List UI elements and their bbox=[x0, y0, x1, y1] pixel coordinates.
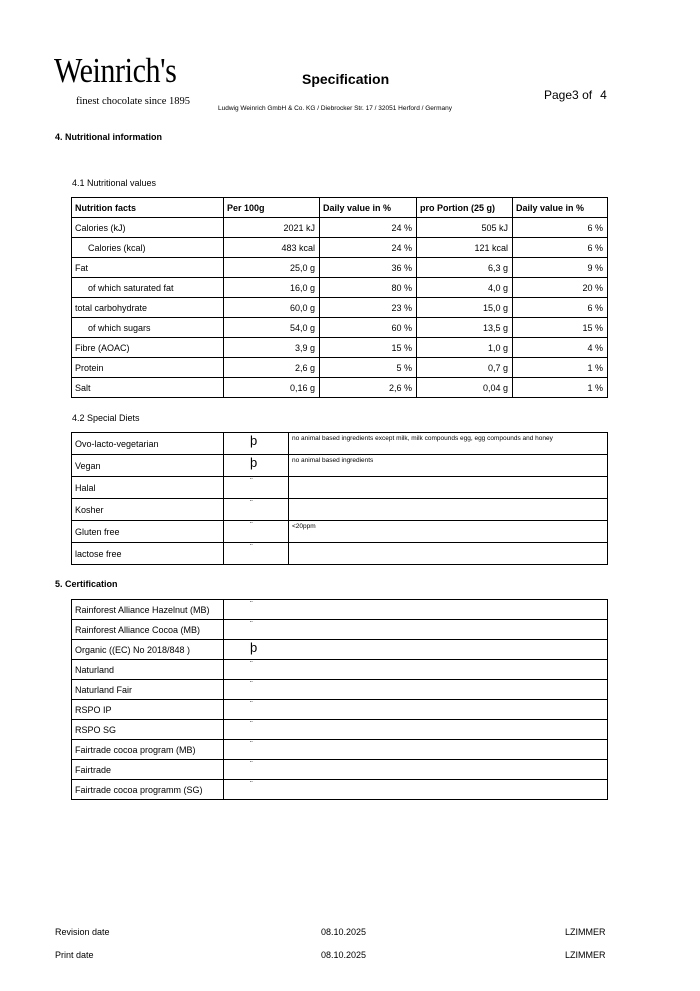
nutrient-name: Fat bbox=[72, 258, 224, 278]
daily-value-100g: 36 % bbox=[320, 258, 417, 278]
diet-label: lactose free bbox=[72, 543, 224, 565]
page-label: Page bbox=[544, 88, 573, 102]
certification-label: Rainforest Alliance Cocoa (MB) bbox=[72, 620, 224, 640]
revision-user: LZIMMER bbox=[565, 927, 606, 937]
table-row bbox=[72, 358, 608, 378]
certification-label: Fairtrade cocoa program (MB) bbox=[72, 740, 224, 760]
section-title-certification: 5. Certification bbox=[55, 579, 118, 589]
col-daily-value: Daily value in % bbox=[320, 198, 417, 218]
per-portion-value: 6,3 g bbox=[417, 258, 513, 278]
daily-value-portion: 9 % bbox=[513, 258, 608, 278]
per-100g-value: 2,6 g bbox=[224, 358, 320, 378]
certification-label: Organic ((EC) No 2018/848 ) bbox=[72, 640, 224, 660]
daily-value-portion: 4 % bbox=[513, 338, 608, 358]
diet-note bbox=[289, 477, 608, 499]
daily-value-portion: 20 % bbox=[513, 278, 608, 298]
checked-box-icon: þ bbox=[224, 640, 608, 660]
daily-value-100g: 15 % bbox=[320, 338, 417, 358]
daily-value-portion: 1 % bbox=[513, 378, 608, 398]
diet-note bbox=[289, 543, 608, 565]
page-of: of bbox=[582, 88, 593, 102]
col-daily-value-portion: Daily value in % bbox=[513, 198, 608, 218]
revision-date-label: Revision date bbox=[55, 927, 110, 937]
table-row bbox=[72, 218, 608, 238]
unchecked-box-icon: ¨ bbox=[224, 780, 608, 800]
table-row bbox=[72, 258, 608, 278]
certification-label: Naturland bbox=[72, 660, 224, 680]
unchecked-box-icon: ¨ bbox=[224, 543, 289, 565]
unchecked-box-icon: ¨ bbox=[224, 600, 608, 620]
table-row bbox=[72, 760, 608, 780]
per-portion-value: 4,0 g bbox=[417, 278, 513, 298]
page-total: 4 bbox=[600, 88, 607, 102]
company-logo bbox=[52, 50, 192, 112]
table-row bbox=[72, 740, 608, 760]
table-row bbox=[72, 660, 608, 680]
daily-value-100g: 5 % bbox=[320, 358, 417, 378]
diet-label: Kosher bbox=[72, 499, 224, 521]
special-diets-table bbox=[71, 432, 608, 565]
certification-label: Fairtrade cocoa programm (SG) bbox=[72, 780, 224, 800]
daily-value-100g: 24 % bbox=[320, 238, 417, 258]
certification-table bbox=[71, 599, 608, 800]
unchecked-box-icon: ¨ bbox=[224, 720, 608, 740]
col-per-100g: Per 100g bbox=[224, 198, 320, 218]
per-100g-value: 25,0 g bbox=[224, 258, 320, 278]
per-100g-value: 2021 kJ bbox=[224, 218, 320, 238]
table-row bbox=[72, 238, 608, 258]
table-row bbox=[72, 433, 608, 455]
print-date-label: Print date bbox=[55, 950, 94, 960]
subtitle-special-diets: 4.2 Special Diets bbox=[72, 413, 140, 423]
daily-value-portion: 6 % bbox=[513, 298, 608, 318]
revision-date-value: 08.10.2025 bbox=[321, 927, 367, 937]
daily-value-portion: 6 % bbox=[513, 238, 608, 258]
per-100g-value: 0,16 g bbox=[224, 378, 320, 398]
nutrient-name: total carbohydrate bbox=[72, 298, 224, 318]
unchecked-box-icon: ¨ bbox=[224, 521, 289, 543]
certification-label: Fairtrade bbox=[72, 760, 224, 780]
section-title-nutrition: 4. Nutritional information bbox=[55, 132, 162, 142]
daily-value-100g: 24 % bbox=[320, 218, 417, 238]
subtitle-nutritional-values: 4.1 Nutritional values bbox=[72, 178, 157, 188]
certification-label: RSPO SG bbox=[72, 720, 224, 740]
print-user: LZIMMER bbox=[565, 950, 606, 960]
certification-label: RSPO IP bbox=[72, 700, 224, 720]
table-row bbox=[72, 640, 608, 660]
nutrition-header-row bbox=[72, 198, 608, 218]
nutrient-name: of which saturated fat bbox=[72, 278, 224, 298]
per-100g-value: 3,9 g bbox=[224, 338, 320, 358]
per-portion-value: 0,04 g bbox=[417, 378, 513, 398]
per-100g-value: 483 kcal bbox=[224, 238, 320, 258]
diet-label: Halal bbox=[72, 477, 224, 499]
unchecked-box-icon: ¨ bbox=[224, 700, 608, 720]
table-row bbox=[72, 600, 608, 620]
col-nutrition-facts: Nutrition facts bbox=[72, 198, 224, 218]
nutrient-name: Calories (kJ) bbox=[72, 218, 224, 238]
per-100g-value: 60,0 g bbox=[224, 298, 320, 318]
diet-label: Gluten free bbox=[72, 521, 224, 543]
nutrient-name: Salt bbox=[72, 378, 224, 398]
nutrition-table bbox=[71, 197, 608, 398]
diet-note: no animal based ingredients except milk, milk compounds egg, egg compounds and honey bbox=[289, 433, 608, 455]
nutrient-name: Protein bbox=[72, 358, 224, 378]
daily-value-100g: 60 % bbox=[320, 318, 417, 338]
certification-label: Rainforest Alliance Hazelnut (MB) bbox=[72, 600, 224, 620]
nutrient-name: Calories (kcal) bbox=[72, 238, 224, 258]
per-100g-value: 16,0 g bbox=[224, 278, 320, 298]
unchecked-box-icon: ¨ bbox=[224, 740, 608, 760]
table-row bbox=[72, 543, 608, 565]
table-row bbox=[72, 298, 608, 318]
diet-note: <20ppm bbox=[289, 521, 608, 543]
table-row bbox=[72, 521, 608, 543]
table-row bbox=[72, 477, 608, 499]
company-address: Ludwig Weinrich GmbH & Co. KG / Diebrocker Str. 17 / 32051 Herford / Germany bbox=[218, 105, 452, 112]
col-per-portion: pro Portion (25 g) bbox=[417, 198, 513, 218]
daily-value-100g: 2,6 % bbox=[320, 378, 417, 398]
per-100g-value: 54,0 g bbox=[224, 318, 320, 338]
diet-note: no animal based ingredients bbox=[289, 455, 608, 477]
table-row bbox=[72, 780, 608, 800]
per-portion-value: 13,5 g bbox=[417, 318, 513, 338]
unchecked-box-icon: ¨ bbox=[224, 660, 608, 680]
daily-value-100g: 80 % bbox=[320, 278, 417, 298]
daily-value-portion: 6 % bbox=[513, 218, 608, 238]
unchecked-box-icon: ¨ bbox=[224, 477, 289, 499]
nutrient-name: Fibre (AOAC) bbox=[72, 338, 224, 358]
per-portion-value: 121 kcal bbox=[417, 238, 513, 258]
table-row bbox=[72, 318, 608, 338]
logo-tagline: finest chocolate since 1895 bbox=[76, 96, 191, 107]
table-row bbox=[72, 455, 608, 477]
per-portion-value: 505 kJ bbox=[417, 218, 513, 238]
table-row bbox=[72, 620, 608, 640]
page-current: 3 bbox=[572, 88, 579, 102]
logo-wordmark: Weinrich's bbox=[54, 51, 177, 90]
daily-value-portion: 1 % bbox=[513, 358, 608, 378]
unchecked-box-icon: ¨ bbox=[224, 499, 289, 521]
table-row bbox=[72, 378, 608, 398]
table-row bbox=[72, 720, 608, 740]
diet-label: Vegan bbox=[72, 455, 224, 477]
certification-label: Naturland Fair bbox=[72, 680, 224, 700]
unchecked-box-icon: ¨ bbox=[224, 760, 608, 780]
table-row bbox=[72, 499, 608, 521]
daily-value-100g: 23 % bbox=[320, 298, 417, 318]
diet-note bbox=[289, 499, 608, 521]
print-date-value: 08.10.2025 bbox=[321, 950, 367, 960]
document-title: Specification bbox=[302, 71, 390, 87]
per-portion-value: 0,7 g bbox=[417, 358, 513, 378]
per-portion-value: 15,0 g bbox=[417, 298, 513, 318]
unchecked-box-icon: ¨ bbox=[224, 620, 608, 640]
checked-box-icon: þ bbox=[224, 455, 289, 477]
table-row bbox=[72, 278, 608, 298]
unchecked-box-icon: ¨ bbox=[224, 680, 608, 700]
page-number bbox=[544, 88, 607, 102]
table-row bbox=[72, 338, 608, 358]
daily-value-portion: 15 % bbox=[513, 318, 608, 338]
checked-box-icon: þ bbox=[224, 433, 289, 455]
table-row bbox=[72, 680, 608, 700]
diet-label: Ovo-lacto-vegetarian bbox=[72, 433, 224, 455]
nutrient-name: of which sugars bbox=[72, 318, 224, 338]
table-row bbox=[72, 700, 608, 720]
per-portion-value: 1,0 g bbox=[417, 338, 513, 358]
